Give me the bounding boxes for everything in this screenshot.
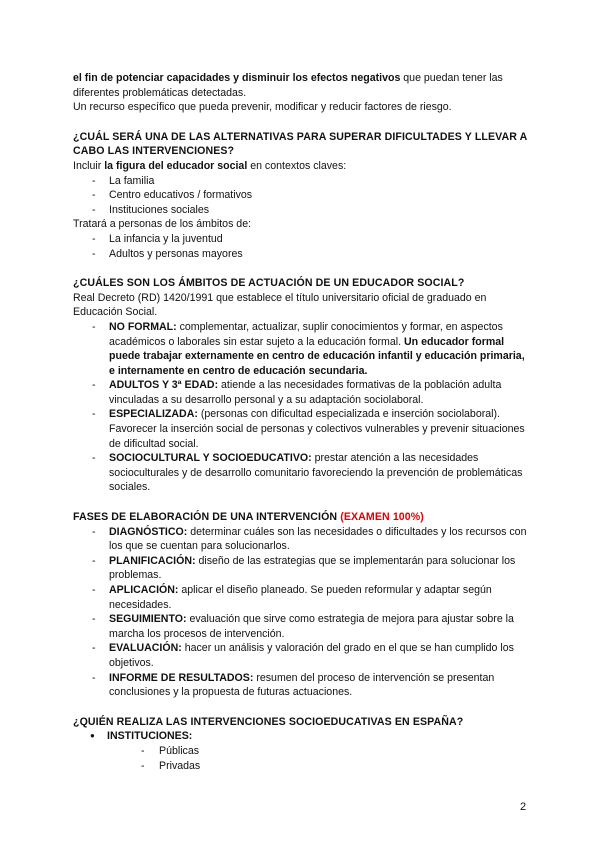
section4-heading: ¿QUIÉN REALIZA LAS INTERVENCIONES SOCIOEDUCATIVAS EN ESPAÑA? <box>73 715 464 728</box>
phases-list <box>73 525 533 700</box>
item-text: diseño de las estrategias que se implementarán para solucionar los problemas. <box>109 554 516 582</box>
list-item <box>93 641 533 670</box>
item-extra: Un educador formal puede trabajar externamente en centro de educación infantil y educación primaria, e internamente en centro de educación secundaria. <box>109 335 525 377</box>
item-label: PLANIFICACIÓN: <box>109 554 196 567</box>
exam-badge: (EXAMEN 100%) <box>340 511 424 524</box>
section1-heading: ¿CUÁL SERÁ UNA DE LAS ALTERNATIVAS PARA SUPERAR DIFICULTADES Y LLEVAR A CABO LAS INTERVENCIONES? <box>73 130 528 158</box>
item-label: INSTITUCIONES: <box>107 730 193 743</box>
item-label: ADULTOS Y 3ª EDAD: <box>109 379 219 392</box>
item-text: prestar atención a las necesidades socioculturales y de desarrollo comunitario favoreciendo la prevención de problemáticas sociales. <box>109 452 523 494</box>
item-label: APLICACIÓN: <box>109 584 179 596</box>
item-text: determinar cuáles son las necesidades o dificultades y los recursos con los que se cuentan para solucionarlos. <box>109 525 527 553</box>
intro-paragraph <box>73 71 533 100</box>
section3-heading <box>73 510 533 525</box>
item-text: complementar, actualizar, suplir conocimientos y formar, en aspectos académicos o laborales sin estar sujeto a la educación formal. <box>109 320 503 348</box>
list-item <box>91 729 533 773</box>
intro-rest: que puedan tener las diferentes problemáticas detectadas. <box>73 72 503 99</box>
list-item <box>93 320 533 378</box>
list-item: - Privadas <box>141 759 533 774</box>
section1-line-bold: la figura del educador social <box>104 159 248 172</box>
item-label: NO FORMAL: <box>109 320 177 333</box>
intro-line2: Un recurso específico que pueda prevenir, modificar y reducir factores de riesgo. <box>73 101 452 114</box>
section1-line2: Tratará a personas de los ámbitos de: <box>73 218 252 231</box>
section1-line <box>73 159 533 174</box>
list-item: - La familia <box>93 174 533 189</box>
item-label: INFORME DE RESULTADOS: <box>109 671 254 684</box>
ambitos-list <box>73 320 533 495</box>
intro-bold: el fin de potenciar capacidades y disminuir los efectos negativos <box>73 72 401 84</box>
item-text: atiende a las necesidades formativas de la población adulta vinculadas a su desarrollo personal y a su adaptación sociolaboral. <box>109 379 502 406</box>
item-text: hacer un análisis y valoración del grado en el que se han cumplido los objetivos. <box>109 642 514 669</box>
list-item: - Instituciones sociales <box>93 203 533 218</box>
list-item <box>93 407 533 451</box>
list-item <box>93 525 533 554</box>
list-item <box>93 612 533 641</box>
item-text: aplicar el diseño planeado. Se pueden reformular y adaptar según necesidades. <box>109 584 492 611</box>
section2-intro: Real Decreto (RD) 1420/1991 que establece el título universitario oficial de graduado en Educación Social. <box>73 291 487 319</box>
list-item <box>93 378 533 407</box>
section1-line-post: en contextos claves: <box>247 159 347 172</box>
item-label: SOCIOCULTURAL Y SOCIOEDUCATIVO: <box>109 452 312 465</box>
list-item: - Adultos y personas mayores <box>93 247 533 262</box>
item-label: DIAGNÓSTICO: <box>109 525 188 538</box>
section2-heading: ¿CUÁLES SON LOS ÁMBITOS DE ACTUACIÓN DE UN EDUCADOR SOCIAL? <box>73 277 465 290</box>
list-item <box>93 451 533 495</box>
list-item: - La infancia y la juventud <box>93 232 533 247</box>
section3-heading-text: FASES DE ELABORACIÓN DE UNA INTERVENCIÓN <box>73 511 341 524</box>
item-label: SEGUIMIENTO: <box>109 613 187 626</box>
list-item <box>93 671 533 700</box>
contexts-list <box>73 174 533 218</box>
item-text: evaluación que sirve como estrategia de mejora para ajustar sobre la marcha los procesos de intervención. <box>109 613 514 640</box>
list-item: - Centro educativos / formativos <box>93 188 533 203</box>
institutions-list <box>73 729 533 773</box>
item-label: ESPECIALIZADA: <box>109 408 198 421</box>
areas-list <box>73 232 533 261</box>
item-text: resumen del proceso de intervención se presentan conclusiones y la propuesta de futuras actuaciones. <box>109 671 495 699</box>
list-item <box>93 554 533 583</box>
item-label: EVALUACIÓN: <box>109 642 182 655</box>
item-text: (personas con dificultad especializada e inserción sociolaboral). Favorecer la inserción social de personas y colectivos vulnerables y prevenir situaciones de dificultad social. <box>109 408 525 450</box>
section1-line-pre: Incluir <box>73 159 105 172</box>
page-number: 2 <box>520 801 527 813</box>
list-item <box>93 583 533 612</box>
list-item: - Públicas <box>141 744 533 759</box>
institutions-sublist <box>107 744 533 773</box>
document-page <box>73 71 533 773</box>
